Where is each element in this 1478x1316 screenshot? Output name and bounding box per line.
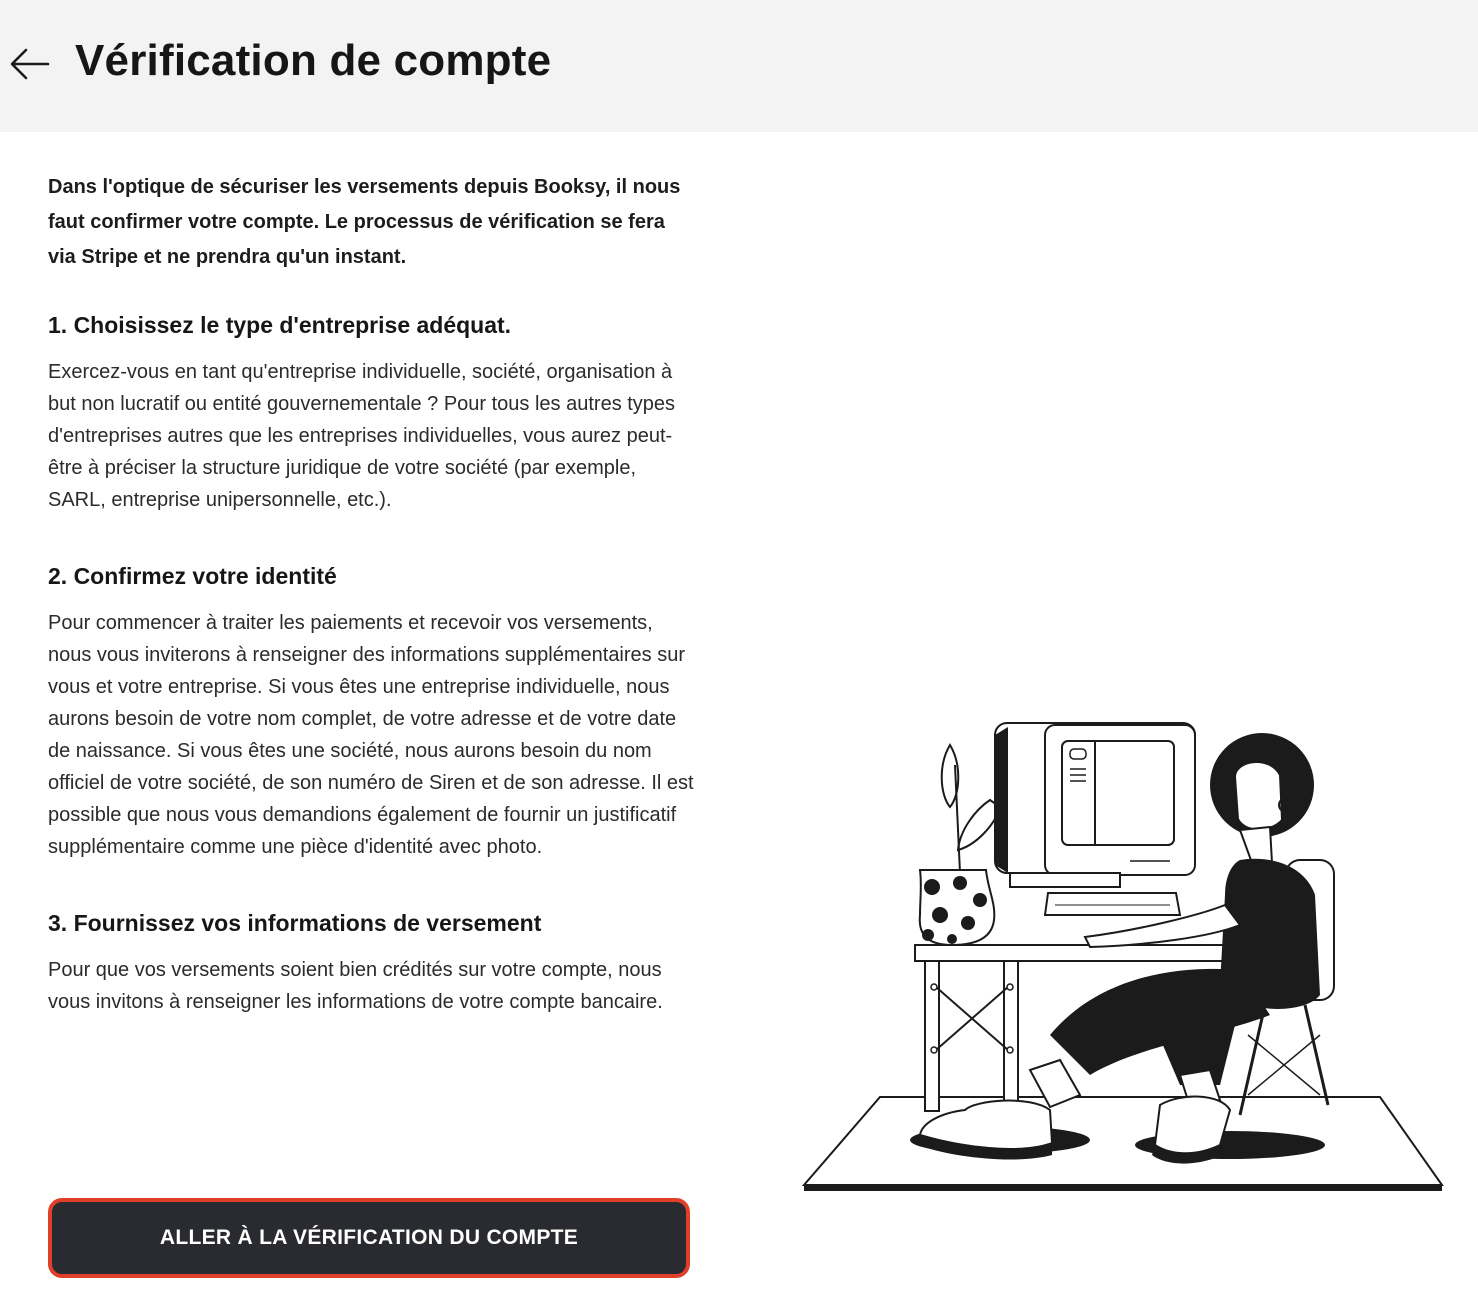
- main-content: [48, 170, 698, 1018]
- back-button[interactable]: [8, 42, 52, 86]
- go-to-verification-button[interactable]: ALLER À LA VÉRIFICATION DU COMPTE: [48, 1198, 690, 1278]
- woman-at-computer-illustration: [800, 715, 1450, 1200]
- page-header: [0, 0, 1478, 132]
- arrow-left-icon: [8, 42, 52, 86]
- section-title-payout-info: 3. Fournissez vos informations de versement: [48, 910, 542, 936]
- section-body-identity: Pour commencer à traiter les paiements et recevoir vos versements, nous vous inviterons à renseigner des informations supplémentaires sur vous et votre entreprise. Si vous êtes une entreprise individuelle, nous aurons besoin de votre nom complet, de votre adresse et de votre date de naissance. Si vous êtes une société, nous aurons besoin du nom officiel de votre société, de son numéro de Siren et de son adresse. Il est possible que nous vous demandions également de fournir un justificatif supplémentaire comme une pièce d'identité avec photo.: [48, 612, 694, 858]
- section-body-payout-info: Pour que vos versements soient bien crédités sur votre compte, nous vous invitons à renseigner les informations de votre compte bancaire.: [48, 959, 663, 1013]
- intro-text: Dans l'optique de sécuriser les versements depuis Booksy, il nous faut confirmer votre compte. Le processus de vérification se fera via Stripe et ne prendra qu'un instant.: [48, 176, 681, 268]
- section-body-business-type: Exercez-vous en tant qu'entreprise individuelle, société, organisation à but non lucratif ou entité gouvernementale ? Pour tous les autres types d'entreprises autres que les entreprises individuelles, vous aurez peut-être à préciser la structure juridique de votre société (par exemple, SARL, entreprise unipersonnelle, etc.).: [48, 361, 676, 511]
- section-title-business-type: 1. Choisissez le type d'entreprise adéquat.: [48, 312, 512, 338]
- section-title-identity: 2. Confirmez votre identité: [48, 563, 337, 589]
- page-title: Vérification de compte: [75, 36, 552, 85]
